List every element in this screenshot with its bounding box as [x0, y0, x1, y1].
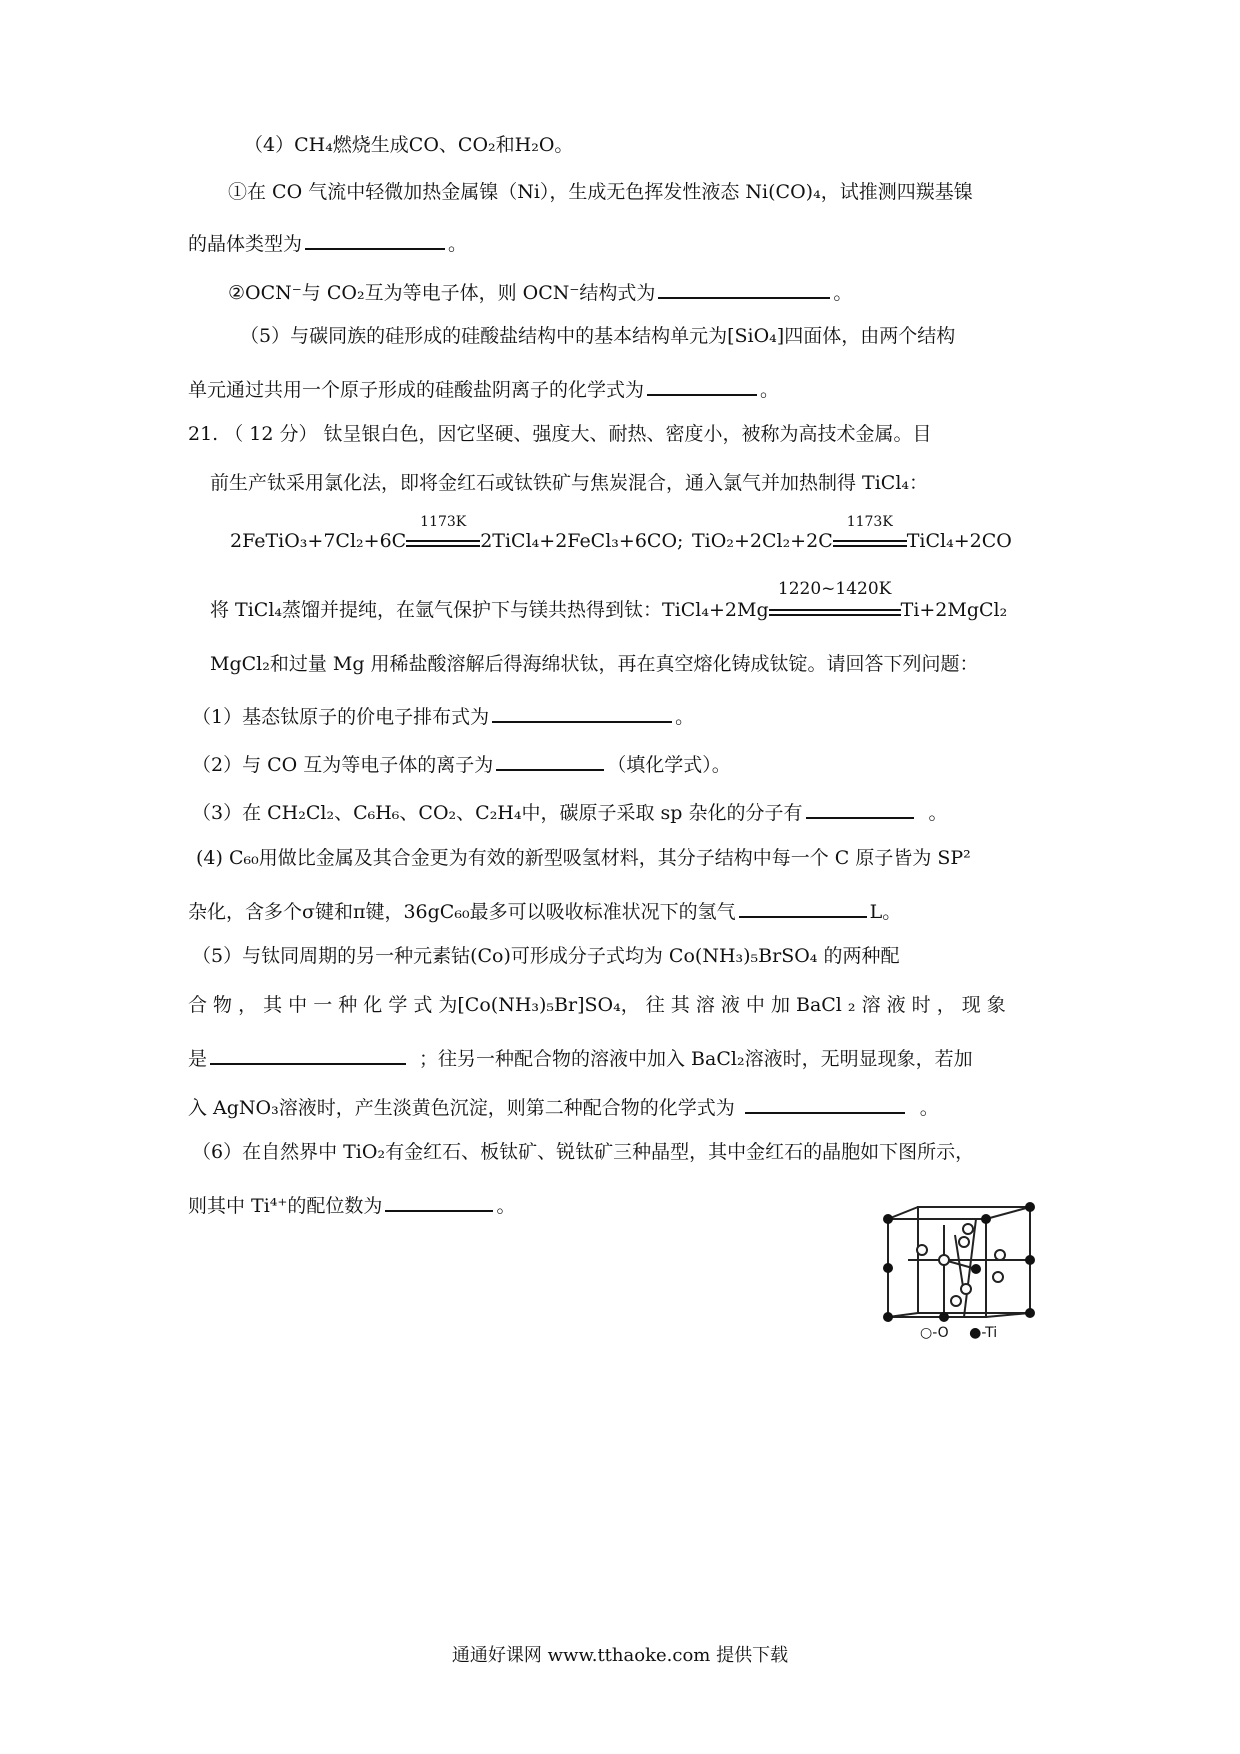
q21-4-line2 [188, 896, 901, 924]
q21-5-line3 [188, 1043, 973, 1071]
equation-2-condition: 1173K [846, 514, 893, 530]
q20-5-line2-text: 单元通过共用一个原子形成的硅酸盐阴离子的化学式为 [188, 378, 645, 401]
equation-1 [230, 514, 684, 553]
q21-4-line2-end: L。 [869, 900, 902, 923]
q21-ti-production-text: 将 TiCl₄蒸馏并提纯，在氩气保护下与镁共热得到钛：TiCl₄+2Mg [210, 599, 769, 621]
q21-3 [192, 797, 948, 825]
q21-3-end: 。 [928, 801, 948, 824]
equation-1-products: 2TiCl₄+2FeCl₃+6CO; [480, 530, 684, 552]
q21-2-text: （2）与 CO 互为等电子体的离子为 [192, 753, 494, 776]
answer-blank-silicate-anion[interactable] [647, 374, 757, 396]
q21-5-line4-text: 入 AgNO₃溶液时，产生淡黄色沉淀，则第二种配合物的化学式为 [188, 1096, 735, 1119]
q21-1-text: （1）基态钛原子的价电子排布式为 [192, 705, 490, 728]
q21-5-line2: 合 物 ， 其 中 一 种 化 学 式 为[Co(NH₃)₅Br]SO₄， 往 其 溶 液 中 加 BaCl ₂ 溶 液 时 ， 现 象 [188, 994, 1006, 1016]
q20-5-line2-end: 。 [760, 378, 780, 401]
q20-4-2-prompt: ②OCN⁻与 CO₂互为等电子体，则 OCN⁻结构式为 [228, 281, 656, 304]
figure-legend [920, 1325, 997, 1342]
answer-blank-phenomenon[interactable] [210, 1043, 406, 1065]
q21-6-line2-end: 。 [496, 1194, 516, 1217]
q21-intro-line2: 前生产钛采用氯化法，即将金红石或钛铁矿与焦炭混合，通入氯气并加热制得 TiCl₄： [210, 472, 929, 494]
q21-1 [192, 701, 694, 729]
q21-ti-production [210, 579, 1008, 622]
q21-1-end: 。 [675, 705, 695, 728]
q21-intro-line4: MgCl₂和过量 Mg 用稀盐酸溶解后得海绵状钛，再在真空熔化铸成钛锭。请回答下列问题： [210, 653, 979, 675]
answer-blank-sp-molecule[interactable] [806, 797, 914, 819]
page-footer: 通通好课网 www.tthaoke.com 提供下载 [451, 1645, 789, 1666]
answer-blank-crystal-type[interactable] [305, 228, 445, 250]
q20-4-heading: （4）CH₄燃烧生成CO、CO₂和H₂O。 [244, 134, 574, 156]
answer-blank-second-complex[interactable] [745, 1092, 905, 1114]
equation-2-reactants: TiO₂+2Cl₂+2C [692, 530, 833, 552]
q20-4-1-text: ①在 CO 气流中轻微加热金属镍（Ni），生成无色挥发性液态 Ni(CO)₄，试推测四羰基镍 [228, 181, 973, 203]
q20-4-1-line2-text: 的晶体类型为 [188, 232, 303, 255]
q20-4-1-line2 [188, 228, 467, 256]
q20-4-2-end: 。 [833, 281, 853, 304]
rutile-unit-cell-figure [880, 1195, 1040, 1345]
q21-2-end: （填化学式）。 [607, 753, 731, 776]
answer-blank-hydrogen-volume[interactable] [739, 896, 867, 918]
equation-3-condition: 1220~1420K [777, 579, 892, 599]
equation-2-products: TiCl₄+2CO [906, 530, 1012, 552]
answer-blank-coordination-number[interactable] [385, 1190, 493, 1212]
q21-intro-line1: 21. （ 12 分） 钛呈银白色，因它坚硬、强度大、耐热、密度小，被称为高技术金属。目 [188, 423, 932, 445]
equation-2-arrow [833, 514, 907, 547]
q20-4-2-text [228, 277, 852, 305]
answer-blank-ocn-structure[interactable] [658, 277, 830, 299]
q21-5-line3-text: ；往另一种配合物的溶液中加入 BaCl₂溶液时，无明显现象，若加 [419, 1047, 973, 1070]
answer-blank-co-isoelectronic[interactable] [496, 749, 604, 771]
q21-5-line3-start: 是 [188, 1047, 208, 1070]
legend-titanium: ●-Ti [969, 1325, 998, 1341]
q20-5-line2 [188, 374, 779, 402]
q21-3-text: （3）在 CH₂Cl₂、C₆H₆、CO₂、C₂H₄中，碳原子采取 sp 杂化的分子有 [192, 801, 803, 824]
equation-1-reactants: 2FeTiO₃+7Cl₂+6C [230, 530, 407, 552]
equation-3-arrow [769, 579, 901, 616]
q21-6-line1: （6）在自然界中 TiO₂有金红石、板钛矿、锐钛矿三种晶型，其中金红石的晶胞如下图所示， [192, 1141, 975, 1163]
q21-6-line2 [188, 1190, 515, 1218]
q21-5-line4-end: 。 [919, 1096, 939, 1119]
equation-2 [692, 514, 1012, 553]
equation-1-arrow [406, 514, 480, 547]
q21-2 [192, 749, 731, 777]
q20-4-1-line2-end: 。 [448, 232, 468, 255]
q21-4-line2-text: 杂化，含多个σ键和π键，36gC₆₀最多可以吸收标准状况下的氢气 [188, 900, 736, 923]
q20-5-text: （5）与碳同族的硅形成的硅酸盐结构中的基本结构单元为[SiO₄]四面体，由两个结构 [240, 325, 956, 347]
legend-oxygen: ○-O [920, 1325, 949, 1341]
equation-3-products: Ti+2MgCl₂ [900, 599, 1008, 621]
q21-5-line1: （5）与钛同周期的另一种元素钴(Co)可形成分子式均为 Co(NH₃)₅BrSO₄ 的两种配 [192, 945, 900, 967]
equation-1-condition: 1173K [420, 514, 467, 530]
q21-6-line2-text: 则其中 Ti⁴⁺的配位数为 [188, 1194, 383, 1217]
q21-5-line4 [188, 1092, 939, 1120]
answer-blank-ti-valence[interactable] [492, 701, 672, 723]
q21-4-line1: (4) C₆₀用做比金属及其合金更为有效的新型吸氢材料，其分子结构中每一个 C 原子皆为 SP² [196, 847, 971, 869]
